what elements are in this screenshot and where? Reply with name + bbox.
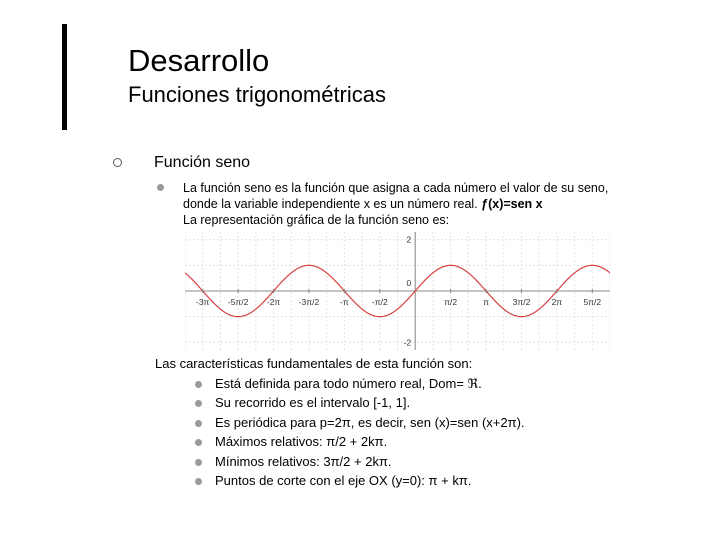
slide-subtitle: Funciones trigonométricas bbox=[128, 82, 387, 107]
function-formula: ƒ(x)=sen x bbox=[481, 197, 543, 211]
x-tick-label: π/2 bbox=[444, 297, 458, 307]
sine-chart-svg bbox=[185, 232, 610, 350]
dot-bullet-icon bbox=[195, 381, 202, 388]
features-section bbox=[155, 354, 525, 491]
x-tick-label: 3π/2 bbox=[512, 297, 531, 307]
slide-title: Desarrollo bbox=[128, 43, 270, 78]
x-tick-label: -2π bbox=[266, 297, 281, 307]
dot-bullet-icon bbox=[195, 459, 202, 466]
x-tick-label: -5π/2 bbox=[227, 297, 249, 307]
x-tick-label: π bbox=[483, 297, 489, 307]
dot-bullet-icon bbox=[195, 439, 202, 446]
ring-bullet-icon bbox=[113, 158, 122, 167]
features-list bbox=[155, 374, 525, 491]
list-item bbox=[155, 432, 525, 452]
list-item bbox=[155, 471, 525, 491]
x-tick-label: 2π bbox=[551, 297, 563, 307]
dot-bullet-icon bbox=[195, 400, 202, 407]
section-heading: Función seno bbox=[154, 154, 251, 171]
x-tick-label: -3π/2 bbox=[298, 297, 320, 307]
dot-bullet-icon bbox=[157, 184, 164, 191]
list-item bbox=[155, 393, 525, 413]
x-tick-label: 5π/2 bbox=[583, 297, 602, 307]
x-tick-label: -3π bbox=[195, 297, 210, 307]
section-description bbox=[157, 180, 677, 228]
list-item bbox=[155, 413, 525, 433]
dot-bullet-icon bbox=[195, 478, 202, 485]
feature-text: Mínimos relativos: 3π/2 + 2kπ. bbox=[215, 453, 392, 469]
description-line-2 bbox=[183, 196, 677, 212]
sine-graph bbox=[185, 232, 610, 350]
feature-text: Es periódica para p=2π, es decir, sen (x)=sen (x+2π). bbox=[215, 414, 525, 430]
description-line-2-text: donde la variable independiente x es un número real. bbox=[183, 197, 482, 211]
dot-bullet-icon bbox=[195, 420, 202, 427]
x-tick-label: -π bbox=[340, 297, 349, 307]
y-tick-label: 2 bbox=[406, 234, 412, 245]
description-line-1: La función seno es la función que asigna a cada número el valor de su seno, bbox=[183, 181, 609, 195]
x-tick-label: -π/2 bbox=[371, 297, 388, 307]
y-tick-label: -2 bbox=[403, 337, 412, 348]
description-line-3: La representación gráfica de la función seno es: bbox=[183, 213, 450, 227]
feature-text: Puntos de corte con el eje OX (y=0): π + kπ. bbox=[215, 473, 472, 488]
list-item bbox=[155, 374, 525, 394]
origin-label: 0 bbox=[406, 278, 412, 288]
features-intro: Las características fundamentales de esta función son: bbox=[155, 356, 473, 371]
feature-text: Su recorrido es el intervalo [-1, 1]. bbox=[215, 395, 411, 410]
title-accent-bar bbox=[62, 24, 67, 130]
list-item bbox=[155, 452, 525, 472]
feature-text: Máximos relativos: π/2 + 2kπ. bbox=[215, 434, 388, 449]
feature-text: Está definida para todo número real, Dom= ℜ. bbox=[215, 375, 482, 391]
